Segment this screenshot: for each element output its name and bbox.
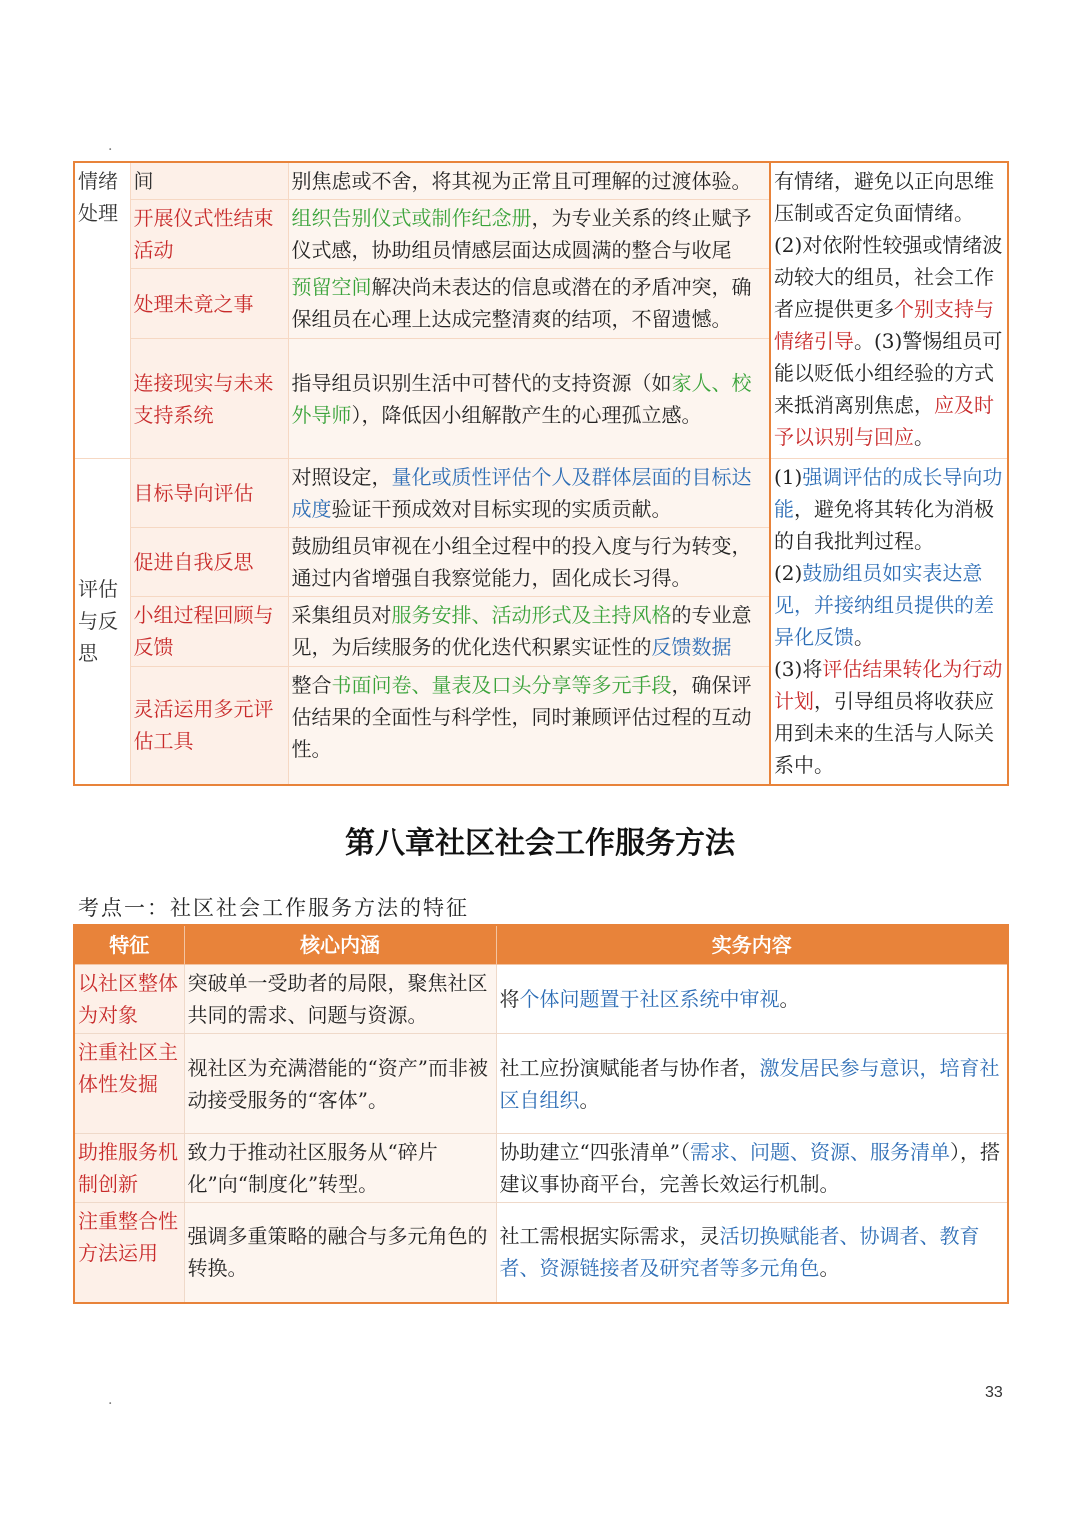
step-support-system: 连接现实与未来支持系统 xyxy=(130,339,288,459)
step-ritual-ending: 开展仪式性结束活动 xyxy=(130,200,288,269)
desc-ritual-ending: 组织告别仪式或制作纪念册，为专业关系的终止赋予仪式感，协助组员情感层面达成圆满的整合与收尾 xyxy=(288,200,770,269)
desc-support-system: 指导组员识别生活中可替代的支持资源（如家人、校外导师），降低因小组解散产生的心理孤立感。 xyxy=(288,339,770,459)
header-practice: 实务内容 xyxy=(496,925,1008,965)
header-core: 核心内涵 xyxy=(184,925,496,965)
practice-cell: 社工应扮演赋能者与协作者，激发居民参与意识，培育社区自组织。 xyxy=(496,1034,1008,1134)
step-goal-evaluation: 目标导向评估 xyxy=(130,459,288,528)
table-row xyxy=(74,1134,1008,1203)
desc-unfinished-business: 预留空间解决尚未表达的信息或潜在的矛盾冲突，确保组员在心理上达成完整清爽的结项，不留遗憾。 xyxy=(288,269,770,339)
desc-continuation: 别焦虑或不舍，将其视为正常且可理解的过渡体验。 xyxy=(288,162,770,200)
decorative-dot: · xyxy=(108,1396,113,1412)
step-self-reflection: 促进自我反思 xyxy=(130,528,288,597)
core-cell: 视社区为充满潜能的“资产”而非被动接受服务的“客体”。 xyxy=(184,1034,496,1134)
group-work-table xyxy=(73,161,1009,786)
step-process-review: 小组过程回顾与反馈 xyxy=(130,597,288,667)
practice-cell: 协助建立“四张清单”（需求、问题、资源、服务清单），搭建议事协商平台，完善长效运行机制。 xyxy=(496,1134,1008,1203)
feature-cell: 注重社区主体性发掘 xyxy=(74,1034,184,1134)
table-row xyxy=(74,1203,1008,1303)
core-cell: 强调多重策略的融合与多元角色的转换。 xyxy=(184,1203,496,1303)
desc-goal-evaluation: 对照设定，量化或质性评估个人及群体层面的目标达成度验证干预成效对目标实现的实质贡献。 xyxy=(288,459,770,528)
table-row xyxy=(74,1034,1008,1134)
table-row xyxy=(74,965,1008,1034)
practice-cell: 将个体问题置于社区系统中审视。 xyxy=(496,965,1008,1034)
feature-cell: 助推服务机制创新 xyxy=(74,1134,184,1203)
category-emotion: 情绪处理 xyxy=(74,162,130,459)
page-number: 33 xyxy=(985,1384,1003,1401)
desc-self-reflection: 鼓励组员审视在小组全过程中的投入度与行为转变，通过内省增强自我察觉能力，固化成长习得。 xyxy=(288,528,770,597)
kaodian-title: 考点一：社区社会工作服务方法的特征 xyxy=(78,896,469,920)
chapter-title: 第八章社区社会工作服务方法 xyxy=(345,826,735,861)
community-method-table xyxy=(73,924,1009,1304)
desc-process-review: 采集组员对服务安排、活动形式及主持风格的专业意见，为后续服务的优化迭代积累实证性的反馈数据 xyxy=(288,597,770,667)
category-evaluation: 评估与反思 xyxy=(74,459,130,785)
feature-cell: 注重整合性方法运用 xyxy=(74,1203,184,1303)
header-feature: 特征 xyxy=(74,925,184,965)
desc-multi-tools: 整合书面问卷、量表及口头分享等多元手段，确保评估结果的全面性与科学性，同时兼顾评估过程的互动性。 xyxy=(288,667,770,785)
core-cell: 突破单一受助者的局限，聚焦社区共同的需求、问题与资源。 xyxy=(184,965,496,1034)
note-evaluation: (1)强调评估的成长导向功能，避免将其转化为消极的自我批判过程。 (2)鼓励组员如实表达意见，并接纳组员提供的差异化反馈。 (3)将评估结果转化为行动计划，引导组员将收获应用到未来的生活与人际关系中。 xyxy=(770,459,1008,785)
practice-cell: 社工需根据实际需求，灵活切换赋能者、协调者、教育者、资源链接者及研究者等多元角色。 xyxy=(496,1203,1008,1303)
core-cell: 致力于推动社区服务从“碎片化”向“制度化”转型。 xyxy=(184,1134,496,1203)
feature-cell: 以社区整体为对象 xyxy=(74,965,184,1034)
decorative-dot: · xyxy=(108,142,113,158)
step-unfinished-business: 处理未竟之事 xyxy=(130,269,288,339)
step-continuation: 间 xyxy=(130,162,288,200)
step-multi-tools: 灵活运用多元评估工具 xyxy=(130,667,288,785)
note-emotion: 有情绪，避免以正向思维压制或否定负面情绪。 (2)对依附性较强或情绪波动较大的组员，社会工作者应提供更多个别支持与情绪引导。(3)警惕组员可能以贬低小组经验的方式来抵消离别焦虑，应及时予以识别与回应。 xyxy=(770,162,1008,459)
